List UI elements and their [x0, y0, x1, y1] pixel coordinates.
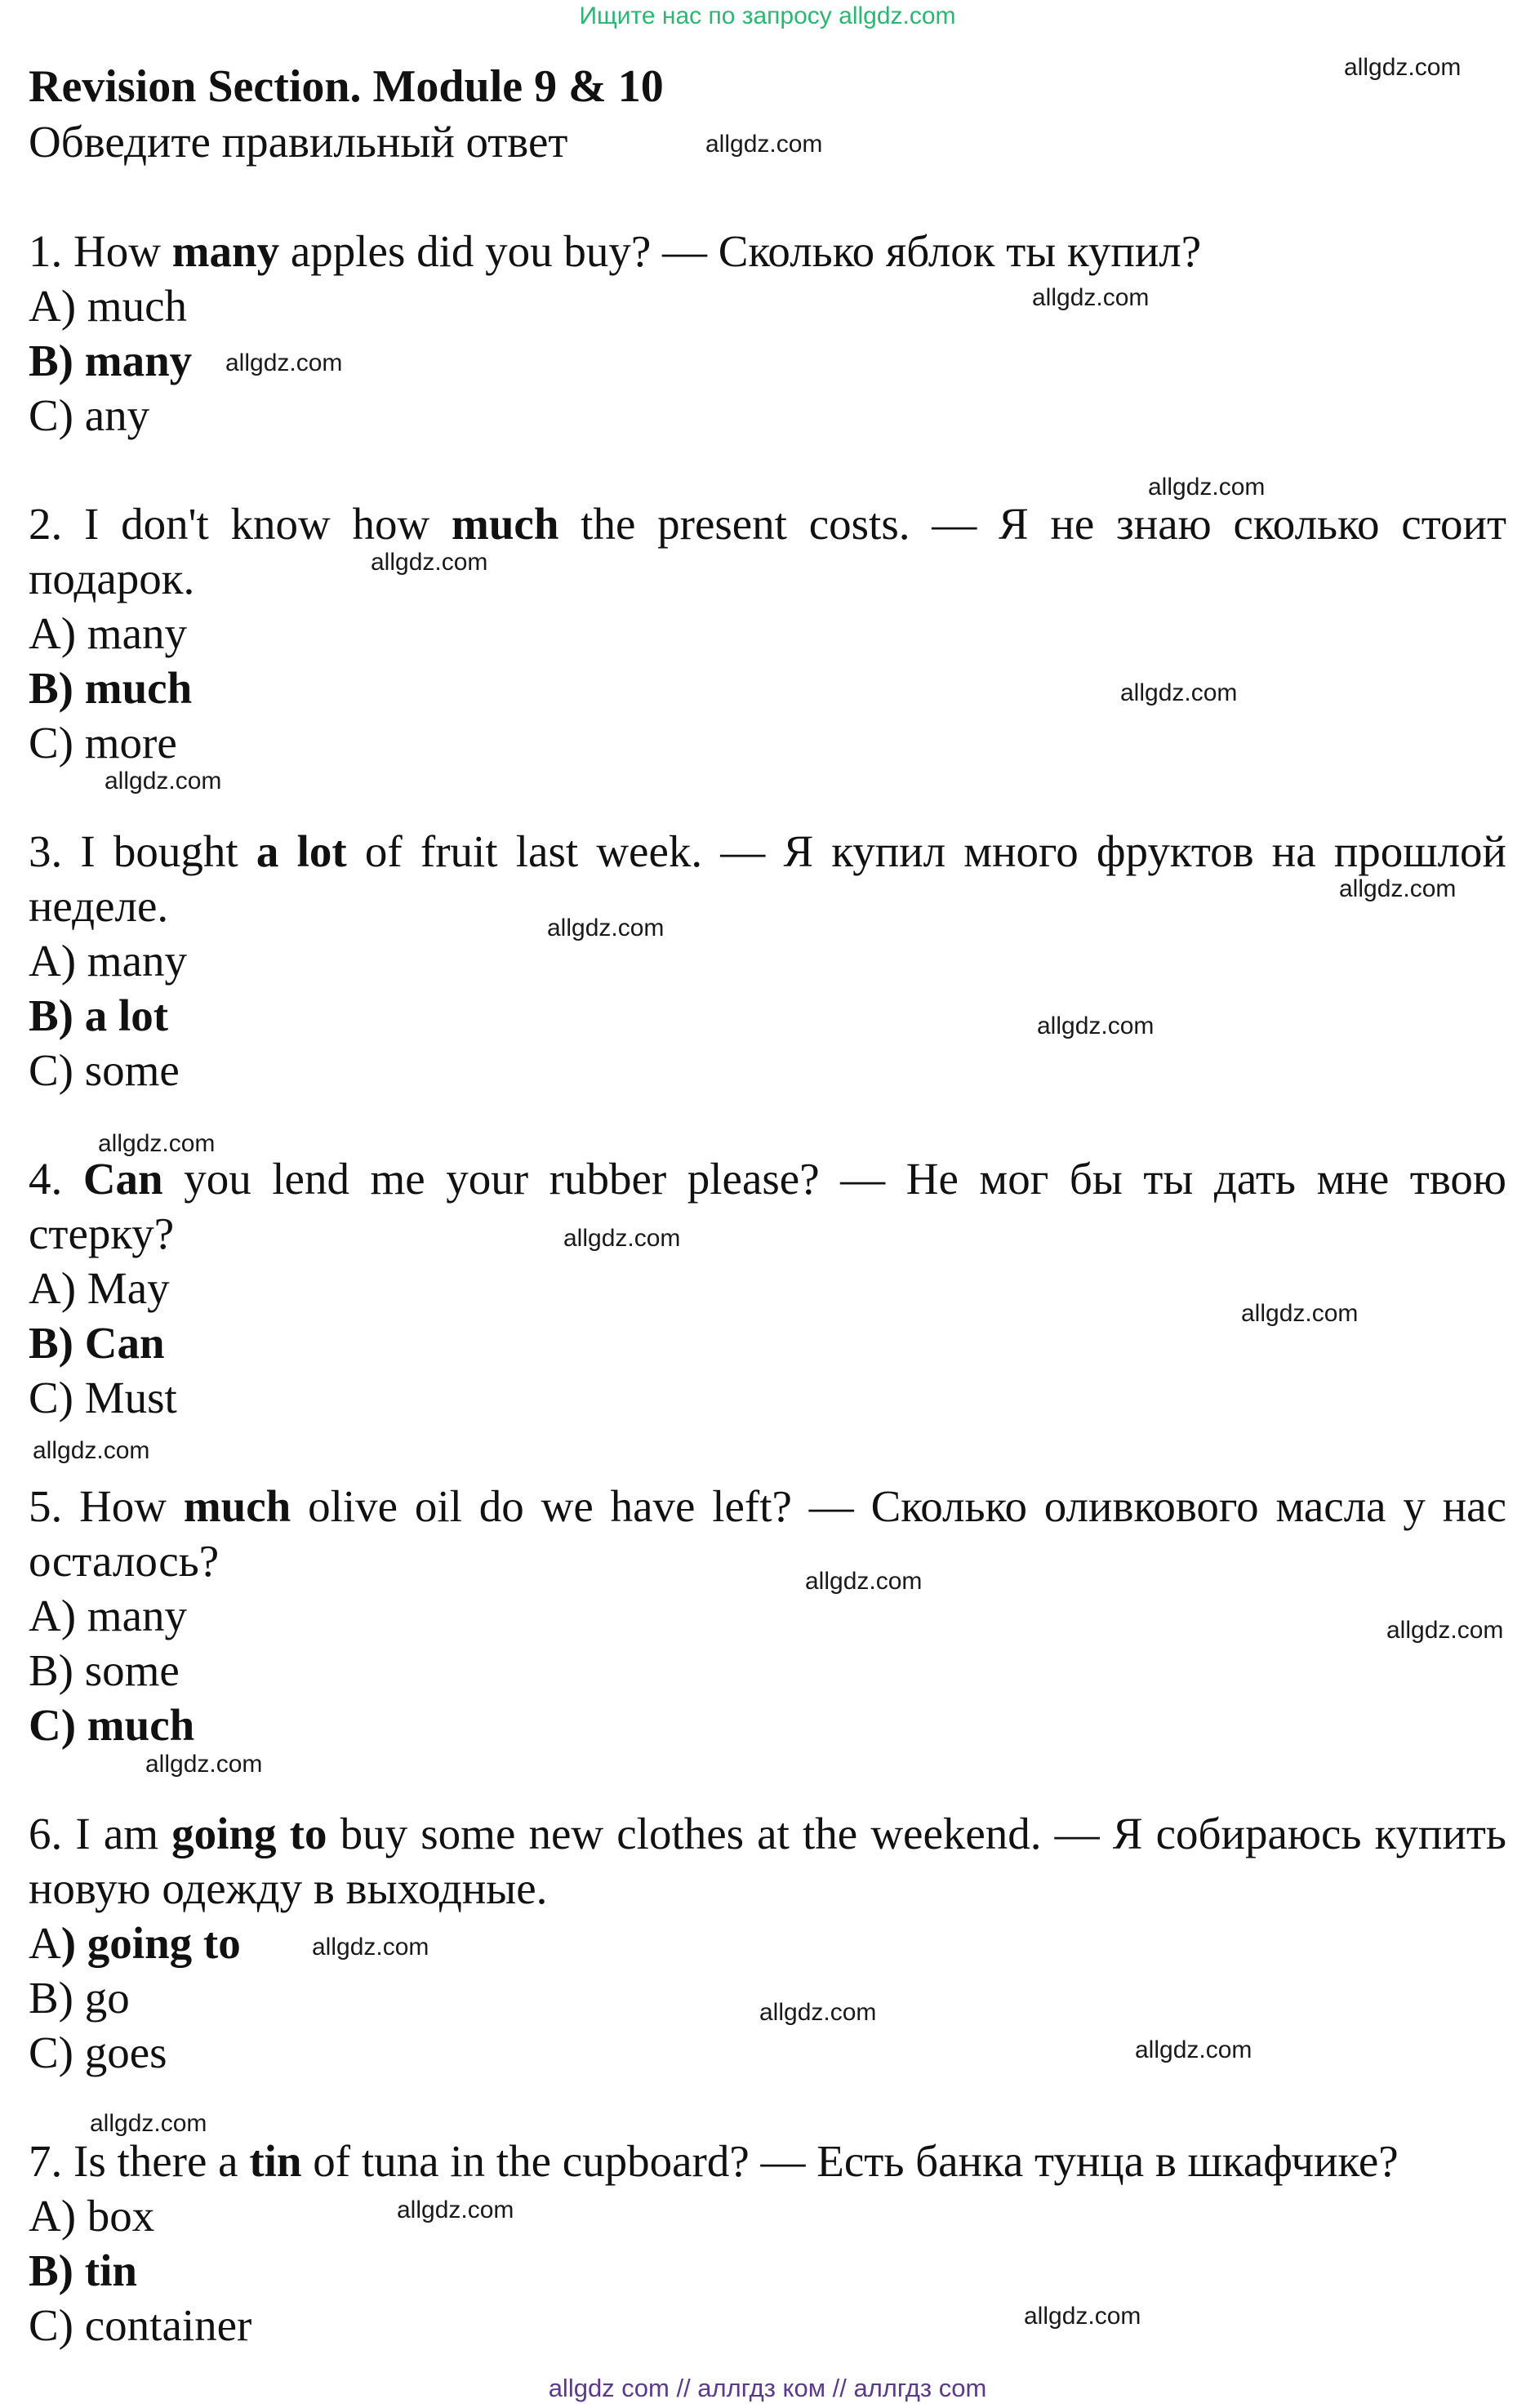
- document-body: [29, 59, 1506, 2406]
- option-a[interactable]: A) May: [29, 1263, 170, 1313]
- watermark: allgdz.com: [371, 549, 488, 576]
- option-a-correct[interactable]: [29, 1916, 1506, 1970]
- instructions: Обведите правильный ответ: [29, 117, 568, 167]
- option-b-correct[interactable]: B) much: [29, 663, 193, 713]
- option-answer: ) going to: [60, 1918, 241, 1968]
- key-word: tin: [249, 2136, 302, 2186]
- bottom-banner[interactable]: allgdz com // аллгдз ком // аллгдз com: [548, 2374, 987, 2402]
- option-c[interactable]: C) container: [29, 2300, 252, 2350]
- question-2: [29, 496, 1506, 770]
- watermark: allgdz.com: [547, 915, 665, 941]
- key-word: much: [452, 499, 559, 549]
- watermark: allgdz.com: [397, 2197, 514, 2223]
- top-banner[interactable]: Ищите нас по запросу allgdz.com: [579, 2, 956, 29]
- watermark: allgdz.com: [1386, 1617, 1504, 1644]
- watermark: allgdz.com: [705, 131, 823, 158]
- watermark: allgdz.com: [563, 1225, 681, 1252]
- watermark: allgdz.com: [1120, 679, 1238, 706]
- key-word: going to: [171, 1809, 327, 1858]
- option-b[interactable]: B) go: [29, 1973, 130, 2023]
- option-c[interactable]: C) Must: [29, 1373, 177, 1422]
- question-text: 7. Is there a tin of tuna in the cupboard? — Есть банка тунца в шкафчике?: [29, 2136, 1399, 2186]
- option-c[interactable]: C) any: [29, 390, 150, 440]
- key-word: many: [171, 226, 280, 276]
- option-letter: A: [29, 1918, 61, 1968]
- option-a[interactable]: A) many: [29, 608, 187, 658]
- key-word: Can: [82, 1154, 163, 1204]
- watermark: allgdz.com: [1032, 284, 1150, 311]
- question-text: 2. I don't know how much the present costs. — Я не знаю сколько стоит подарок.: [29, 499, 1506, 603]
- watermark: allgdz.com: [105, 768, 222, 795]
- option-c[interactable]: C) more: [29, 718, 177, 768]
- option-b-correct[interactable]: B) Can: [29, 1318, 165, 1368]
- watermark: allgdz.com: [759, 1999, 877, 2026]
- option-c[interactable]: C) some: [29, 1045, 180, 1095]
- question-text: 4. Can you lend me your rubber please? — Не мог бы ты дать мне твою стерку?: [29, 1154, 1507, 1258]
- watermark: allgdz.com: [1339, 875, 1457, 902]
- watermark: allgdz.com: [225, 349, 343, 376]
- question-1: [29, 224, 1506, 443]
- watermark: allgdz.com: [98, 1130, 216, 1157]
- option-c-correct[interactable]: C) much: [29, 1700, 195, 1750]
- question-5: [29, 1479, 1506, 1752]
- question-text: 1. How many apples did you buy? — Сколько яблок ты купил?: [29, 226, 1202, 276]
- key-word: a lot: [256, 826, 347, 876]
- question-4: [29, 1151, 1506, 1425]
- watermark: allgdz.com: [90, 2110, 207, 2137]
- option-b-correct[interactable]: B) tin: [29, 2246, 137, 2295]
- watermark: allgdz.com: [33, 1437, 150, 1464]
- question-text: 6. I am going to buy some new clothes at the weekend. — Я собираюсь купить новую одежду в выходные.: [29, 1809, 1507, 1913]
- question-7: [29, 2134, 1506, 2352]
- key-word: much: [183, 1481, 291, 1531]
- watermark: allgdz.com: [1135, 2036, 1252, 2063]
- watermark: allgdz.com: [805, 1568, 923, 1595]
- option-b[interactable]: B) some: [29, 1645, 180, 1695]
- watermark: allgdz.com: [1037, 1013, 1155, 1039]
- option-a[interactable]: A) much: [29, 281, 187, 331]
- option-b-correct[interactable]: B) many: [29, 336, 193, 385]
- watermark: allgdz.com: [1148, 474, 1266, 501]
- question-text: 3. I bought a lot of fruit last week. — Я купил много фруктов на прошлой неделе.: [29, 826, 1506, 931]
- option-a[interactable]: A) many: [29, 1591, 187, 1640]
- question-text: 5. How much olive oil do we have left? — Сколько оливкового масла у нас осталось?: [29, 1481, 1506, 1586]
- page-title: Revision Section. Module 9 & 10: [29, 61, 664, 112]
- watermark: allgdz.com: [1024, 2303, 1141, 2330]
- watermark: allgdz.com: [145, 1751, 263, 1778]
- watermark: allgdz.com: [1344, 54, 1462, 81]
- watermark: allgdz.com: [312, 1934, 429, 1961]
- option-a[interactable]: A) box: [29, 2191, 155, 2241]
- watermark: allgdz.com: [1241, 1300, 1359, 1327]
- option-c[interactable]: C) goes: [29, 2027, 167, 2077]
- option-b-correct[interactable]: B) a lot: [29, 990, 169, 1040]
- question-6: [29, 1806, 1506, 2080]
- question-3: [29, 824, 1506, 1097]
- option-a[interactable]: A) many: [29, 936, 187, 986]
